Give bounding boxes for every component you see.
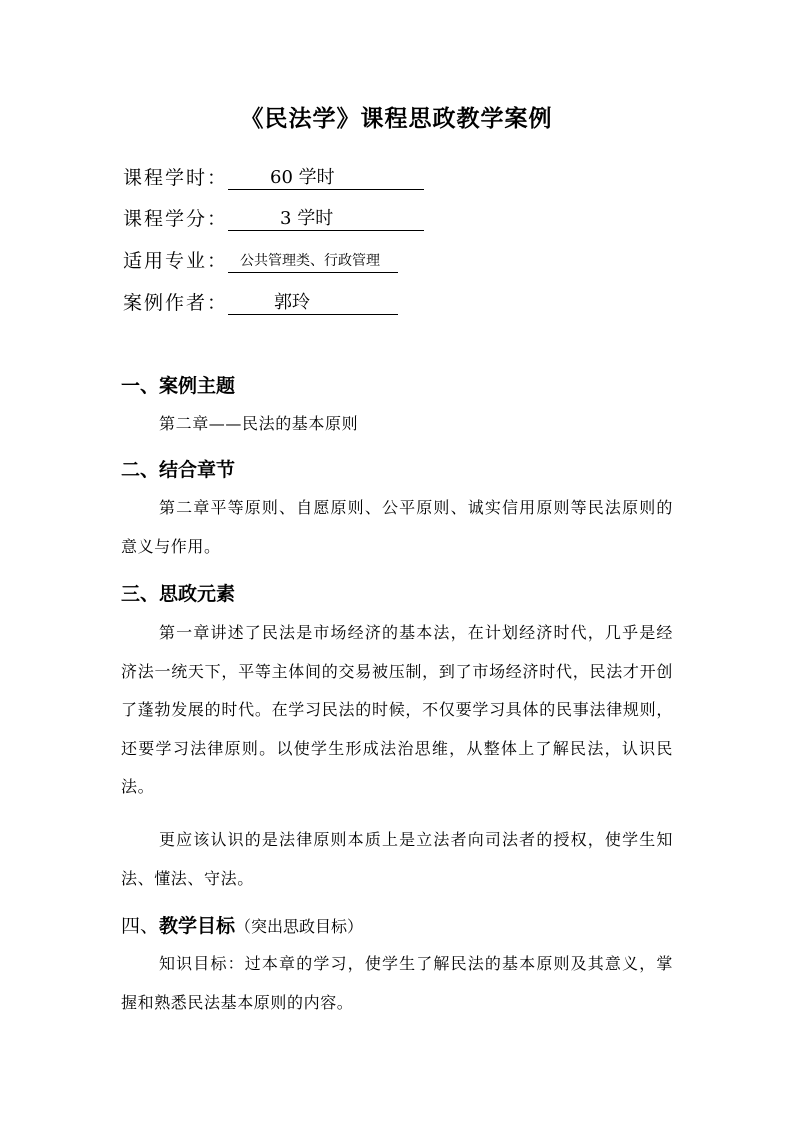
section-3-text-2: 更应该认识的是法律原则本质上是立法者向司法者的授权，使学生知法、懂法、守法。	[121, 830, 673, 888]
section-2-heading: 二、结合章节	[121, 459, 236, 481]
author-value: 郭玲	[228, 291, 398, 315]
section-1-heading: 一、案例主题	[121, 375, 236, 397]
meta-row-credits	[123, 201, 424, 231]
section-4-heading	[121, 911, 363, 938]
section-3-text-1: 第一章讲述了民法是市场经济的基本法，在计划经济时代，几乎是经济法一统天下，平等主体间的交易被压制，到了市场经济时代，民法才开创了蓬勃发展的时代。在学习民法的时候，不仅要学习具体的民事法律规则，还要学习法律原则。以使学生形成法治思维，从整体上了解民法，认识民法。	[121, 623, 673, 796]
credits-value: 3 学时	[228, 207, 424, 231]
major-label: 适用专业：	[123, 250, 229, 272]
section-3-heading: 三、思政元素	[121, 583, 236, 605]
meta-row-major	[123, 243, 398, 273]
meta-row-hours	[123, 160, 424, 190]
author-label: 案例作者：	[123, 292, 229, 314]
section-4-text: 知识目标：过本章的学习，使学生了解民法的基本原则及其意义，掌握和熟悉民法基本原则的内容。	[121, 954, 673, 1012]
section-4-subtitle: （突出思政目标）	[235, 917, 364, 936]
section-4-prefix: 四、	[121, 915, 160, 937]
hours-value: 60 学时	[228, 166, 424, 190]
document-title: 《民法学》课程思政教学案例	[240, 106, 553, 132]
credits-label: 课程学分：	[123, 208, 229, 230]
major-value: 公共管理类、行政管理	[228, 249, 398, 273]
hours-label: 课程学时：	[123, 167, 229, 189]
section-1-text: 第二章——民法的基本原则	[159, 414, 359, 433]
section-4-title: 教学目标	[159, 915, 236, 937]
section-2-text: 第二章平等原则、自愿原则、公平原则、诚实信用原则等民法原则的意义与作用。	[121, 498, 673, 556]
meta-row-author	[123, 285, 398, 315]
